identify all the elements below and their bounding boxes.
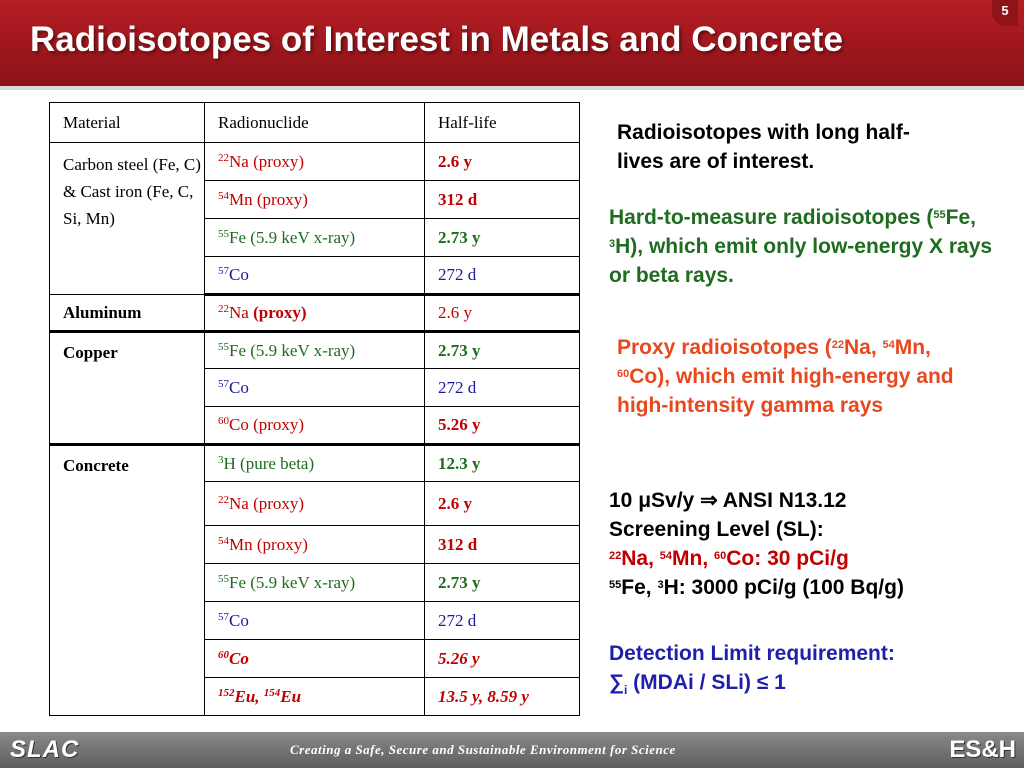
footer-bar <box>0 732 1024 768</box>
half-life-cell: 2.73 y <box>425 332 580 369</box>
radionuclide-cell: $^3$H (pure beta) <box>205 445 425 482</box>
radionuclide-cell: $^{22}$Na (proxy) <box>205 143 425 181</box>
radionuclide-cell: $^{22}$Na (proxy) <box>205 295 425 332</box>
slide-title: Radioisotopes of Interest in Metals and Concrete <box>30 20 843 59</box>
note-detection-limit: Detection Limit requirement: $\sum_i$ (MDAi / SLi) ≤ 1 <box>609 642 895 698</box>
radionuclide-cell: $^{57}$Co <box>205 369 425 407</box>
note-screening-level: 10 μSv/y ⇒ ANSI N13.12 Screening Level (SL): $^{22}$Na, $^{54}$Mn, $^{60}$Co: 30 pCi/g $^{55}$Fe, $^3$H: 3000 pCi/g (100 Bq/g) <box>609 489 904 599</box>
radioisotope-table <box>49 102 580 716</box>
half-life-cell: 312 d <box>425 526 580 564</box>
half-life-cell: 2.73 y <box>425 219 580 257</box>
title-divider <box>0 86 1024 90</box>
table-header-row <box>50 103 580 143</box>
esh-logo: ES&H <box>949 736 1016 763</box>
radionuclide-cell: $^{22}$Na (proxy) <box>205 482 425 526</box>
material-carbon-steel: Carbon steel (Fe, C) & Cast iron (Fe, C, Si, Mn) <box>50 143 205 295</box>
note-hard-to-measure: Hard-to-measure radioisotopes ($^{55}$Fe, $^3$H), which emit only low-energy X rays or beta rays. <box>609 206 993 287</box>
footer-tagline: Creating a Safe, Secure and Sustainable Environment for Science <box>290 742 676 757</box>
column-header-radionuclide: Radionuclide <box>205 103 425 143</box>
note-proxy-radioisotopes: Proxy radioisotopes ($^{22}$Na, $^{54}$Mn, $^{60}$Co), which emit high-energy and high-intensity gamma rays <box>617 336 954 417</box>
slide-number: 5 <box>992 0 1018 26</box>
radionuclide-cell: $^{60}$Co <box>205 640 425 678</box>
table-row <box>50 332 580 369</box>
slac-logo: SLAC <box>10 736 80 763</box>
radionuclide-cell: $^{57}$Co <box>205 257 425 295</box>
radionuclide-cell: $^{55}$Fe (5.9 keV x-ray) <box>205 564 425 602</box>
radionuclide-cell: $^{57}$Co <box>205 602 425 640</box>
title-bar <box>0 0 1024 86</box>
table-row <box>50 295 580 332</box>
half-life-cell: 2.6 y <box>425 482 580 526</box>
half-life-cell: 5.26 y <box>425 640 580 678</box>
note-long-half-lives: Radioisotopes with long half-lives are of interest. <box>617 121 910 173</box>
radionuclide-cell: $^{55}$Fe (5.9 keV x-ray) <box>205 332 425 369</box>
table-row <box>50 143 580 181</box>
radionuclide-cell: $^{60}$Co (proxy) <box>205 407 425 445</box>
column-header-half-life: Half-life <box>425 103 580 143</box>
half-life-cell: 13.5 y, 8.59 y <box>425 678 580 716</box>
radionuclide-cell: $^{152}$Eu, $^{154}$Eu <box>205 678 425 716</box>
table-row <box>50 445 580 482</box>
radionuclide-cell: $^{55}$Fe (5.9 keV x-ray) <box>205 219 425 257</box>
radionuclide-cell: $^{54}$Mn (proxy) <box>205 181 425 219</box>
half-life-cell: 12.3 y <box>425 445 580 482</box>
material-aluminum: Aluminum <box>50 295 205 332</box>
half-life-cell: 2.6 y <box>425 295 580 332</box>
half-life-cell: 2.6 y <box>425 143 580 181</box>
material-concrete: Concrete <box>50 445 205 716</box>
column-header-material: Material <box>50 103 205 143</box>
half-life-cell: 5.26 y <box>425 407 580 445</box>
half-life-cell: 2.73 y <box>425 564 580 602</box>
half-life-cell: 272 d <box>425 602 580 640</box>
radionuclide-cell: $^{54}$Mn (proxy) <box>205 526 425 564</box>
half-life-cell: 272 d <box>425 257 580 295</box>
half-life-cell: 272 d <box>425 369 580 407</box>
half-life-cell: 312 d <box>425 181 580 219</box>
material-copper: Copper <box>50 332 205 445</box>
